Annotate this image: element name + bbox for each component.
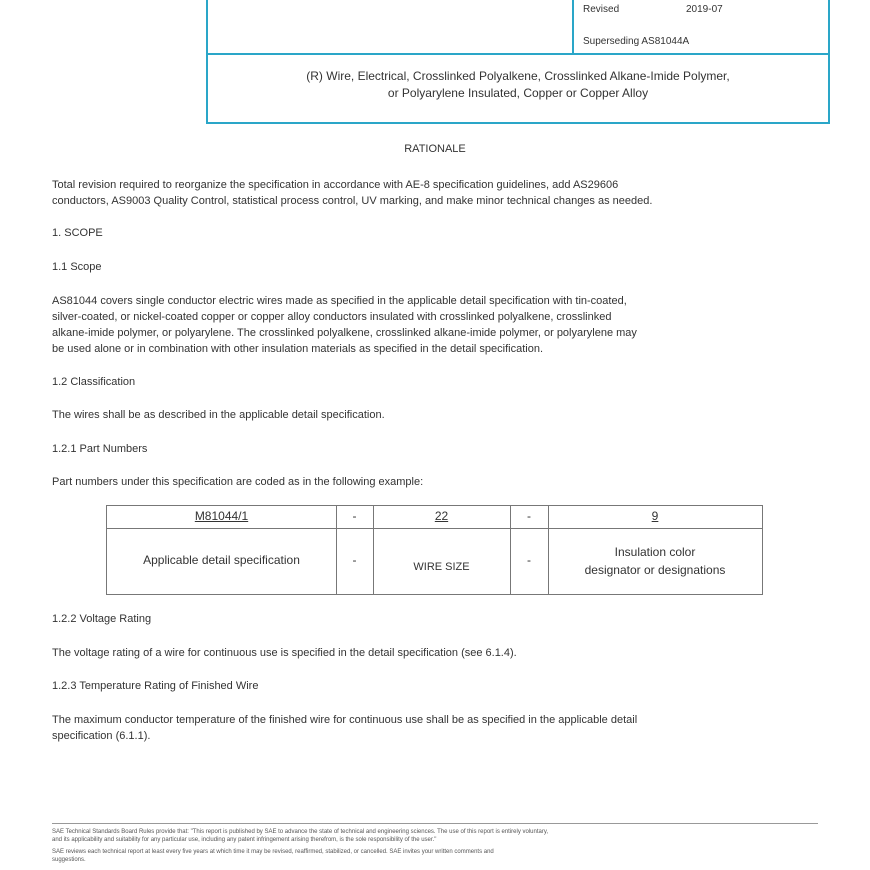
table-cell-dash: - — [527, 509, 531, 523]
table-cell-dash: - — [352, 509, 357, 523]
section-1-2-1-heading: 1.2.1 Part Numbers — [52, 443, 148, 455]
superseding-label: Superseding AS81044A — [583, 36, 690, 47]
section-1-2-3-heading: 1.2.3 Temperature Rating of Finished Wire — [52, 680, 259, 692]
document-header-box — [206, 0, 830, 124]
table-cell-color-code — [548, 509, 762, 523]
rationale-heading: RATIONALE — [404, 143, 466, 155]
document-title — [208, 68, 828, 102]
section-1-2-text: The wires shall be as described in the applicable detail specification. — [52, 409, 385, 421]
part-number-table — [106, 505, 763, 595]
text-line: Total revision required to reorganize the specification in accordance with AE-8 specification guidelines, add AS29606 — [52, 179, 619, 191]
footer-divider — [52, 823, 818, 824]
cell-text: designator or designations — [584, 563, 726, 577]
footer-line: suggestions. — [52, 857, 86, 863]
text-line: alkane-imide polymer, or polyarylene. The crosslinked polyalkene, crosslinked alkane-imide polymer, or polyarylene may — [52, 327, 637, 339]
footer-line: SAE Technical Standards Board Rules provide that: "This report is published by SAE to advance the state of technical and engineering sciences. The use of this report is entirely voluntary, — [52, 829, 549, 835]
text-line: be used alone or in combination with other insulation materials as specified in the detail specification. — [52, 343, 544, 355]
revised-label: Revised — [583, 4, 620, 15]
text-line: The maximum conductor temperature of the finished wire for continuous use shall be as specified in the applicable detail — [52, 714, 638, 726]
cell-text: 22 — [434, 509, 449, 523]
document-title-line: (R) Wire, Electrical, Crosslinked Polyalkene, Crosslinked Alkane-Imide Polymer, — [306, 69, 730, 83]
cell-text: Insulation color — [614, 545, 696, 559]
text-line: silver-coated, or nickel-coated copper or copper alloy conductors insulated with crosslinked polyalkene, crosslinked — [52, 311, 612, 323]
footer-line: and its applicability and suitability for any particular use, including any patent infringement arising therefrom, is the sole responsibility of the user." — [52, 837, 437, 843]
table-cell-spec-code — [107, 509, 336, 523]
document-title-line: or Polyarylene Insulated, Copper or Copper Alloy — [387, 86, 649, 100]
section-1-2-2-heading: 1.2.2 Voltage Rating — [52, 613, 152, 625]
text-line: conductors, AS9003 Quality Control, statistical process control, UV marking, and make minor technical changes as needed. — [52, 195, 653, 207]
section-1-2-3-text — [52, 712, 820, 744]
footer-line: SAE reviews each technical report at least every five years at which time it may be revised, reaffirmed, stabilized, or cancelled. SAE invites your written comments and — [52, 849, 494, 855]
table-cell-spec-desc: Applicable detail specification — [143, 553, 300, 567]
section-1-2-1-text: Part numbers under this specification are coded as in the following example: — [52, 476, 424, 488]
section-1-2-heading: 1.2 Classification — [52, 376, 136, 388]
section-1-2-2-text: The voltage rating of a wire for continuous use is specified in the detail specification (see 6.1.4). — [52, 647, 517, 659]
rationale-text — [52, 177, 820, 209]
text-line: specification (6.1.1). — [52, 730, 151, 742]
header-divider-horizontal — [208, 53, 828, 55]
table-cell-color-desc — [548, 543, 762, 579]
section-1-1-heading: 1.1 Scope — [52, 261, 102, 273]
section-1-1-text — [52, 293, 820, 357]
table-cell-wire-size-code — [373, 509, 510, 523]
section-1-heading: 1. SCOPE — [52, 227, 103, 239]
revised-date: 2019-07 — [686, 4, 723, 15]
cell-text: 9 — [651, 509, 659, 523]
table-cell-dash: - — [527, 553, 531, 567]
text-line: AS81044 covers single conductor electric wires made as specified in the applicable detail specification with tin-coated, — [52, 295, 627, 307]
footer-notice — [52, 828, 818, 864]
table-cell-wire-size-desc: WIRE SIZE — [413, 561, 470, 573]
cell-text: M81044/1 — [194, 509, 249, 523]
table-cell-dash: - — [352, 553, 357, 567]
header-divider-vertical — [572, 0, 574, 54]
